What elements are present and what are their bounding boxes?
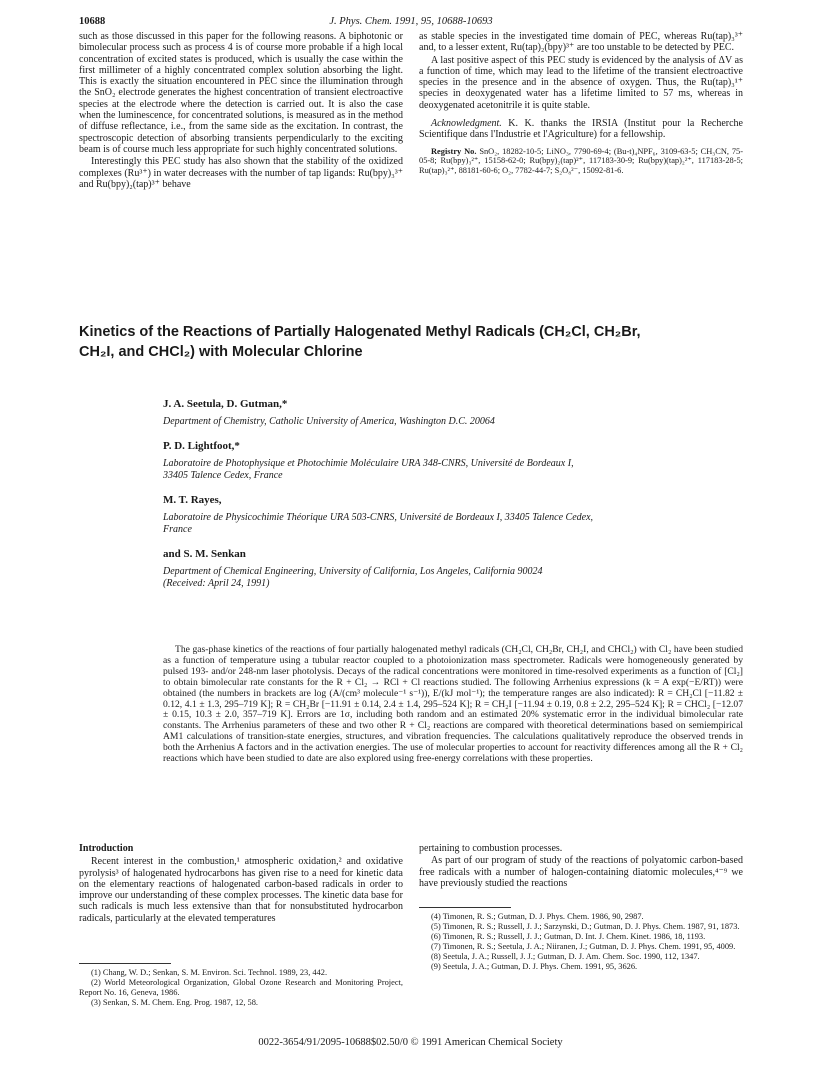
author-name: and S. M. Senkan <box>163 548 246 560</box>
affiliation-line: Laboratoire de Photophysique et Photochimie Moléculaire URA 348-CNRS, Université de Bordeaux I, <box>163 458 574 469</box>
affiliation-line: Department of Chemistry, Catholic University of America, Washington D.C. 20064 <box>163 416 495 427</box>
affiliation <box>163 512 743 536</box>
acknowledgment <box>419 118 743 141</box>
introduction-right-column <box>419 843 743 890</box>
running-header <box>79 16 743 32</box>
page-number: 10688 <box>79 16 106 27</box>
author-name: M. T. Rayes, <box>163 494 222 506</box>
journal-citation: J. Phys. Chem. 1991, 95, 10688-10693 <box>329 16 493 27</box>
footnotes-right <box>419 912 743 972</box>
registry-label: Registry No. <box>431 146 477 156</box>
title-line: Kinetics of the Reactions of Partially Halogenated Methyl Radicals (CH₂Cl, CH₂Br, <box>79 324 641 340</box>
received-date: (Received: April 24, 1991) <box>163 578 270 589</box>
body-paragraph: as stable species in the investigated time domain of PEC, whereas Ru(tap)₃³⁺ and, to a lesser extent, Ru(tap)₂(bpy)³⁺ are too unstable to be detected by PEC. <box>419 31 743 54</box>
previous-article-right-column <box>419 31 743 175</box>
footnote: (7) Timonen, R. S.; Seetula, J. A.; Niiranen, J.; Gutman, D. J. Phys. Chem. 1991, 95, 4009. <box>431 942 736 951</box>
acknowledgment-label: Acknowledgment. <box>431 118 502 130</box>
author-block <box>163 548 743 590</box>
author-block <box>163 398 743 428</box>
author-name: P. D. Lightfoot,* <box>163 440 240 452</box>
affiliation-line: Department of Chemical Engineering, University of California, Los Angeles, California 90024 <box>163 566 543 577</box>
footnote-rule <box>419 907 511 908</box>
footnote: (4) Timonen, R. S.; Gutman, D. J. Phys. Chem. 1986, 90, 2987. <box>431 912 644 921</box>
affiliation <box>163 566 743 590</box>
affiliation <box>163 458 743 482</box>
acknowledgment-text: K. K. thanks the IRSIA (Institut pour la Recherche Scientifique dans l'Industrie et l'Agriculture) for a fellowship. <box>419 118 743 141</box>
footnote-rule <box>79 963 171 964</box>
author-block <box>163 440 743 482</box>
footnote: (8) Seetula, J. A.; Russell, J. J.; Gutman, D. J. Am. Chem. Soc. 1990, 112, 1347. <box>431 952 700 961</box>
footnote: (1) Chang, W. D.; Senkan, S. M. Environ. Sci. Technol. 1989, 23, 442. <box>91 968 328 977</box>
footnotes-left <box>79 968 403 1008</box>
author-name: J. A. Seetula, D. Gutman,* <box>163 398 288 410</box>
abstract: The gas-phase kinetics of the reactions of four partially halogenated methyl radicals (CH₂Cl, CH₂Br, CH₂I, and CHCl₂) with Cl₂ have been studied as a function of temperature using a tubular reactor coupled to a photoionization mass spectrometer. Radicals were homogeneously generated by pulsed 193- and/or 248-nm laser photolysis. Decays of the radical concentrations were monitored in time-resolved experiments as a function of [Cl₂] to obtain bimolecular rate constants for the R + Cl₂ → RCl + Cl reactions studied. The following Arrhenius expressions (k = A exp(−E/RT)) were obtained (the numbers in brackets are log (A/(cm³ molecule⁻¹ s⁻¹)), E/(kJ mol⁻¹); the temperature ranges are also indicated): R = CH₂Cl [−11.82 ± 0.12, 4.1 ± 1.3, 295–719 K]; R = CH₂Br [−11.91 ± 0.14, 2.4 ± 1.4, 295–524 K]; R = CH₂I [−11.94 ± 0.19, 0.8 ± 2.2, 295–524 K]; R = CHCl₂ [−12.07 ± 0.15, 10.3 ± 2.0, 357–719 K]. Errors are 1σ, including both random and an estimated 20% systematic error in the individual bimolecular rate constants. The Arrhenius parameters of these and two other R + Cl₂ reactions are compared with theoretical determinations based on semiempirical AM1 calculations of transition-state energies, structures, and vibration frequencies. The calculations qualitatively reproduce the observed trends in both the Arrhenius A factors and in the activation energies. The use of molecular properties to account for reactivity differences among all the R + Cl₂ reactions which have been studied to date are also explored using free-energy correlations with these properties. <box>163 644 743 765</box>
body-paragraph: such as those discussed in this paper for the following reasons. A biphotonic or bimolecular process such as process 4 is of course more probable if a high local concentration of excited states is produced, which is usually the case within the first millimeter of a highly concentrated complex solution absorbing the light. This is exactly the situation encountered in PEC since the illumination through the SnO₂ electrode generates the highest concentration of transient electroactive species at the electrode where the detection is carried out. It is also the case when the luminescence, for concentrated solutions, is measured as in the method of diffuse reflectance, i.e., from the same side as the excitation. In contrast, the spectroscopic detection of absorbing transients perpendicularly to the exciting beam is of course much less appropriate for such highly concentrated solutions. <box>79 31 403 155</box>
affiliation-line: Laboratoire de Physicochimie Théorique URA 503-CNRS, Université de Bordeaux I, 33405 Talence Cedex, <box>163 512 594 523</box>
body-paragraph: A last positive aspect of this PEC study is evidenced by the analysis of ΔV as a function of time, which may lead to the lifetime of the transient electroactive species in the presence and in the absence of oxygen. Thus, the Ru(tap)₃¹⁺ species in deoxygenated water has a lifetime limited to 57 ms, whereas in deoxygenated acetonitrile it is quite stable. <box>419 54 743 111</box>
body-paragraph: pertaining to combustion processes. <box>419 843 563 854</box>
registry-numbers <box>419 147 743 176</box>
previous-article-left-column <box>79 31 403 191</box>
body-paragraph: Interestingly this PEC study has also shown that the stability of the oxidized complexes (Ru³⁺) in water decreases with the number of tap ligands: Ru(bpy)₃³⁺ and Ru(bpy)₂(tap)³⁺ behave <box>79 156 403 190</box>
article-title <box>79 322 743 362</box>
author-block <box>163 494 743 536</box>
footnote: (2) World Meteorological Organization, Global Ozone Research and Monitoring Project, Report No. 16, Geneva, 1986. <box>79 978 403 997</box>
footnote: (5) Timonen, R. S.; Russell, J. J.; Sarzynski, D.; Gutman, D. J. Phys. Chem. 1987, 91, 1873. <box>431 922 740 931</box>
footnote: (6) Timonen, R. S.; Russell, J. J.; Gutman, D. Int. J. Chem. Kinet. 1986, 18, 1193. <box>431 932 706 941</box>
affiliation-line: France <box>163 524 192 535</box>
footnote: (9) Seetula, J. A.; Gutman, D. J. Phys. Chem. 1991, 95, 3626. <box>431 962 638 971</box>
copyright-footer: 0022-3654/91/2095-10688$02.50/0 © 1991 American Chemical Society <box>258 1037 563 1048</box>
body-paragraph: As part of our program of study of the reactions of polyatomic carbon-based free radicals with a number of halogen-containing diatomic molecules,⁴⁻⁹ we have previously studied the reactions <box>419 855 743 889</box>
body-paragraph: Recent interest in the combustion,¹ atmospheric oxidation,² and oxidative pyrolysis³ of halogenated hydrocarbons has given rise to a need for kinetic data on the elementary reactions of halogenated carbon-based radicals in order to improve our understanding of these complex processes. The kinetic data base for such radicals is much less extensive than that for nonsubstituted hydrocarbon radicals, particularly at the elevated temperatures <box>79 856 403 924</box>
introduction-left-column <box>79 843 403 925</box>
affiliation <box>163 416 743 428</box>
section-heading: Introduction <box>79 843 134 854</box>
affiliation-line: 33405 Talence Cedex, France <box>163 470 283 481</box>
author-list <box>163 398 743 602</box>
title-line: CH₂I, and CHCl₂) with Molecular Chlorine <box>79 344 363 360</box>
registry-text: SnO₂, 18282-10-5; LiNO₃, 7790-69-4; (Bu-t)₄NPF₆, 3109-63-5; CH₃CN, 75-05-8; Ru(bpy)₃²⁺, 15158-62-0; Ru(bpy)₂(tap)²⁺, 117183-30-9; Ru(bpy)(tap)₂²⁺, 117183-28-5; Ru(tap)₃²⁺, 88181-60-6; O₂, 7782-44-7; S₂O₈²⁻, 15092-81-6. <box>419 146 744 175</box>
footnote: (3) Senkan, S. M. Chem. Eng. Prog. 1987, 12, 58. <box>91 997 259 1007</box>
